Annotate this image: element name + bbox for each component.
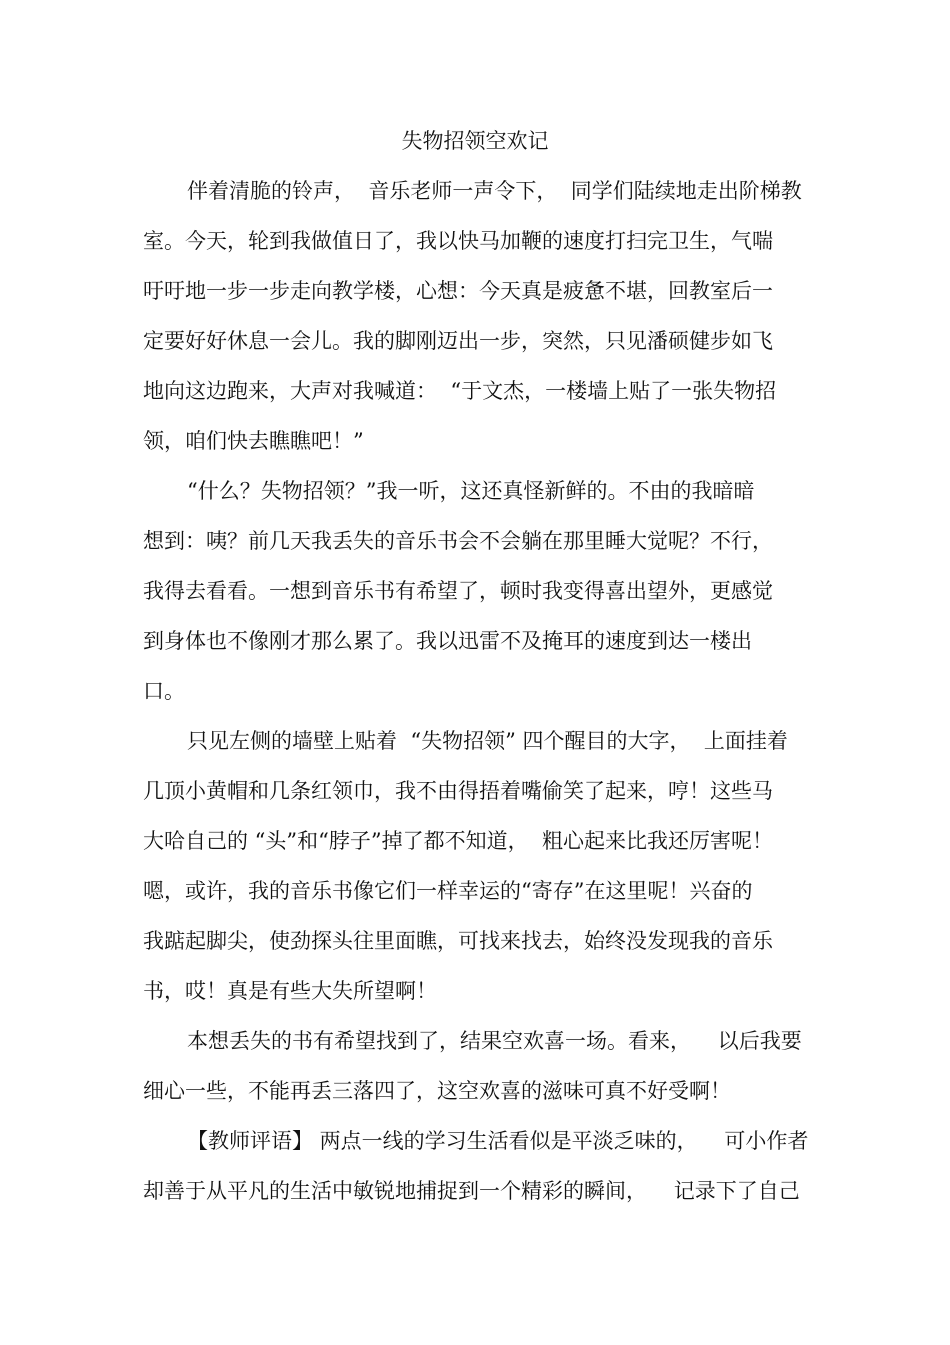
- text-line: 到身体也不像刚才那么累了。我以迅雷不及掩耳的速度到达一楼出: [143, 629, 752, 653]
- text-line: 书，哎！真是有些大失所望啊！: [143, 979, 437, 1003]
- text-line: 室。今天，轮到我做值日了，我以快马加鞭的速度打扫完卫生，气喘: [143, 229, 773, 253]
- text-line: 地向这边跑来，大声对我喊道： “于文杰，一楼墙上贴了一张失物招: [143, 379, 777, 403]
- text-line: 我踮起脚尖，使劲探头往里面瞧，可找来找去，始终没发现我的音乐: [143, 929, 773, 953]
- text-line: 吁吁地一步一步走向教学楼，心想：今天真是疲惫不堪，回教室后一: [143, 279, 773, 303]
- text-line: 领，咱们快去瞧瞧吧！”: [143, 429, 364, 453]
- text-line: 想到：咦？前几天我丢失的音乐书会不会躺在那里睡大觉呢？不行，: [143, 529, 773, 553]
- text-line: “什么？失物招领？”我一听，这还真怪新鲜的。不由的我暗暗: [187, 479, 755, 503]
- text-line: 却善于从平凡的生活中敏锐地捕捉到一个精彩的瞬间， 记录下了自己: [143, 1179, 800, 1203]
- document-title: 失物招领空欢记: [401, 129, 549, 153]
- text-line: 【教师评语】 两点一线的学习生活看似是平淡乏味的， 可小作者: [187, 1129, 809, 1153]
- text-line: 嗯，或许，我的音乐书像它们一样幸运的“寄存”在这里呢！兴奋的: [143, 879, 753, 903]
- text-line: 本想丢失的书有希望找到了，结果空欢喜一场。看来， 以后我要: [187, 1029, 802, 1053]
- text-line: 只见左侧的墙壁上贴着 “失物招领” 四个醒目的大字， 上面挂着: [187, 729, 788, 753]
- text-line: 大哈自己的 “头”和“脖子”掉了都不知道， 粗心起来比我还厉害呢！: [143, 829, 773, 853]
- text-line: 伴着清脆的铃声， 音乐老师一声令下， 同学们陆续地走出阶梯教: [187, 179, 802, 203]
- text-line: 我得去看看。一想到音乐书有希望了，顿时我变得喜出望外，更感觉: [143, 579, 773, 603]
- text-line: 细心一些，不能再丢三落四了，这空欢喜的滋味可真不好受啊！: [143, 1079, 731, 1103]
- text-line: 口。: [143, 679, 185, 703]
- text-line: 定要好好休息一会儿。我的脚刚迈出一步，突然，只见潘硕健步如飞: [143, 329, 773, 353]
- text-line: 几顶小黄帽和几条红领巾，我不由得捂着嘴偷笑了起来，哼！这些马: [143, 779, 773, 803]
